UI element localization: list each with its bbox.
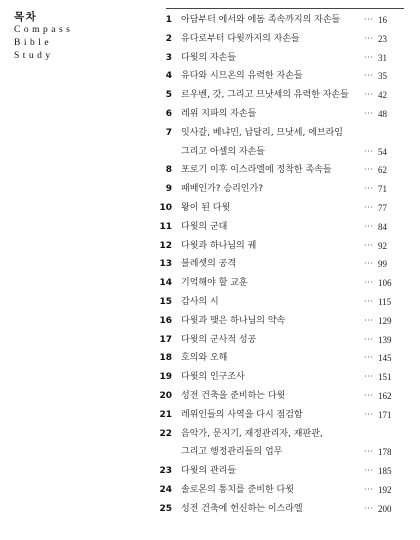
page-number: 92 bbox=[378, 240, 387, 251]
toc-entry bbox=[0, 162, 420, 178]
leader-dots: ··· bbox=[364, 259, 374, 269]
leader-dots: ··· bbox=[364, 15, 374, 24]
top-rule bbox=[166, 8, 404, 9]
leader-dots: ··· bbox=[364, 503, 374, 513]
toc-entry bbox=[0, 238, 420, 254]
chapter-number: 23 bbox=[159, 466, 172, 477]
chapter-title: 다윗의 인구조사 bbox=[181, 372, 245, 383]
toc-entry bbox=[0, 369, 420, 385]
chapter-title: 유다와 시므온의 유력한 자손들 bbox=[181, 71, 303, 82]
page-number: 171 bbox=[378, 409, 392, 420]
toc-entry bbox=[0, 332, 420, 348]
toc-entry bbox=[0, 200, 420, 216]
leader-dots: ··· bbox=[364, 71, 374, 81]
chapter-number: 16 bbox=[159, 315, 172, 326]
toc-entry bbox=[0, 350, 420, 366]
chapter-title: 솔로몬의 통치를 준비한 다윗 bbox=[181, 485, 294, 495]
page-number: 77 bbox=[378, 203, 387, 213]
leader-dots: ··· bbox=[364, 146, 374, 156]
chapter-title: 패배인가? 승리인가? bbox=[181, 184, 263, 195]
toc-entry bbox=[0, 482, 420, 498]
page-number: 115 bbox=[378, 297, 392, 307]
toc-entry bbox=[0, 50, 420, 66]
toc-entry bbox=[0, 219, 420, 235]
page-number: 185 bbox=[378, 466, 392, 477]
chapter-title: 기억해야 할 교훈 bbox=[181, 278, 248, 289]
toc-entry-continued bbox=[0, 144, 420, 160]
chapter-number: 2 bbox=[165, 33, 172, 44]
leader-dots: ··· bbox=[364, 334, 374, 344]
chapter-number: 6 bbox=[165, 109, 172, 119]
page-number: 35 bbox=[378, 71, 387, 82]
toc-entry bbox=[0, 294, 420, 310]
toc-entry bbox=[0, 388, 420, 404]
leader-dots: ··· bbox=[364, 203, 374, 212]
page-number: 139 bbox=[378, 334, 392, 345]
toc-entry bbox=[0, 31, 420, 47]
chapter-title: 다윗과 하나님의 궤 bbox=[181, 240, 257, 251]
leader-dots: ··· bbox=[364, 297, 374, 306]
toc-entry bbox=[0, 426, 420, 442]
page-number: 129 bbox=[378, 315, 392, 326]
chapter-title: 다윗의 군사적 성공 bbox=[181, 334, 257, 345]
toc-entry bbox=[0, 12, 420, 28]
chapter-number: 12 bbox=[159, 240, 172, 251]
leader-dots: ··· bbox=[364, 52, 374, 62]
toc-entry-continued bbox=[0, 444, 420, 460]
toc-entry bbox=[0, 87, 420, 103]
page-number: 16 bbox=[378, 15, 387, 25]
toc-entry bbox=[0, 407, 420, 423]
chapter-number: 10 bbox=[159, 203, 172, 213]
page-number: 99 bbox=[378, 259, 387, 270]
page-number: 31 bbox=[378, 52, 387, 63]
chapter-title: 왕이 된 다윗 bbox=[181, 203, 231, 213]
page-number: 84 bbox=[378, 221, 387, 232]
page-number: 54 bbox=[378, 146, 387, 157]
series-word: Compass bbox=[14, 25, 74, 35]
page-number: 192 bbox=[378, 485, 392, 495]
chapter-title: 호의와 오해 bbox=[181, 353, 228, 364]
leader-dots: ··· bbox=[364, 33, 374, 43]
leader-dots: ··· bbox=[364, 485, 374, 494]
toc-entry bbox=[0, 125, 420, 141]
leader-dots: ··· bbox=[364, 221, 374, 231]
chapter-title: 아담부터 에서와 에돔 족속까지의 자손들 bbox=[181, 15, 341, 25]
chapter-title: 레위 지파의 자손들 bbox=[181, 109, 257, 119]
leader-dots: ··· bbox=[364, 391, 374, 400]
chapter-title: 르우벤, 갓, 그리고 므낫세의 유력한 자손들 bbox=[181, 90, 349, 101]
leader-dots: ··· bbox=[364, 447, 374, 457]
leader-dots: ··· bbox=[364, 240, 374, 250]
toc-entry bbox=[0, 313, 420, 329]
page-number: 71 bbox=[378, 184, 387, 195]
leader-dots: ··· bbox=[364, 109, 374, 118]
chapter-number: 4 bbox=[165, 71, 172, 82]
page-number: 48 bbox=[378, 109, 387, 119]
page-number: 62 bbox=[378, 165, 387, 176]
page-number: 162 bbox=[378, 391, 392, 401]
leader-dots: ··· bbox=[364, 90, 374, 100]
toc-entry bbox=[0, 256, 420, 272]
chapter-number: 14 bbox=[159, 278, 172, 289]
chapter-number: 25 bbox=[159, 503, 172, 514]
toc-entry bbox=[0, 181, 420, 197]
series-word: Bible bbox=[14, 38, 53, 49]
chapter-title: 다윗의 군대 bbox=[181, 221, 228, 232]
chapter-number: 7 bbox=[165, 127, 172, 138]
leader-dots: ··· bbox=[364, 165, 374, 175]
chapter-title: 다윗의 관리들 bbox=[181, 466, 237, 477]
chapter-title: 블레셋의 공격 bbox=[181, 259, 237, 270]
leader-dots: ··· bbox=[364, 278, 374, 288]
chapter-number: 8 bbox=[165, 165, 172, 176]
toc-entry bbox=[0, 501, 420, 517]
chapter-title: 성전 건축에 헌신하는 이스라엘 bbox=[181, 503, 303, 514]
chapter-title: 다윗의 자손들 bbox=[181, 52, 237, 63]
chapter-number: 9 bbox=[165, 184, 172, 195]
chapter-number: 19 bbox=[159, 372, 172, 383]
page-title: 목차 bbox=[14, 11, 38, 23]
chapter-number: 13 bbox=[159, 259, 172, 270]
toc-entry bbox=[0, 106, 420, 122]
leader-dots: ··· bbox=[364, 372, 374, 382]
chapter-title: 유다로부터 다윗까지의 자손들 bbox=[181, 33, 300, 44]
toc-entry bbox=[0, 68, 420, 84]
page-number: 42 bbox=[378, 90, 387, 101]
leader-dots: ··· bbox=[364, 315, 374, 325]
page-number: 200 bbox=[378, 503, 392, 514]
chapter-number: 20 bbox=[159, 391, 172, 401]
chapter-title: 잇사갈, 베냐민, 납달리, 므낫세, 에브라임 bbox=[181, 127, 343, 138]
chapter-title: 다윗과 맺은 하나님의 약속 bbox=[181, 315, 286, 326]
page-number: 145 bbox=[378, 353, 392, 364]
chapter-title: 레위인들의 사역을 다시 점검함 bbox=[181, 409, 303, 420]
leader-dots: ··· bbox=[364, 466, 374, 476]
chapter-number: 3 bbox=[165, 52, 172, 63]
chapter-number: 17 bbox=[159, 334, 172, 345]
chapter-number: 11 bbox=[159, 221, 172, 232]
page-number: 106 bbox=[378, 278, 392, 289]
leader-dots: ··· bbox=[364, 409, 374, 419]
chapter-title: 성전 건축을 준비하는 다윗 bbox=[181, 391, 286, 401]
chapter-number: 1 bbox=[165, 15, 172, 25]
chapter-number: 22 bbox=[159, 428, 172, 439]
chapter-title: 음악가, 문지기, 재정관리자, 재판관, bbox=[181, 428, 323, 439]
chapter-number: 24 bbox=[159, 485, 172, 495]
leader-dots: ··· bbox=[364, 353, 374, 363]
chapter-number: 18 bbox=[159, 353, 172, 364]
toc-entry bbox=[0, 275, 420, 291]
chapter-title-continued: 그리고 아셀의 자손들 bbox=[181, 146, 265, 157]
chapter-title: 포로기 이후 이스라엘에 정착한 족속들 bbox=[181, 165, 332, 176]
leader-dots: ··· bbox=[364, 184, 374, 194]
chapter-number: 5 bbox=[165, 90, 172, 101]
chapter-number: 15 bbox=[159, 297, 172, 307]
series-word: Study bbox=[14, 51, 54, 62]
page-number: 23 bbox=[378, 33, 387, 44]
page-number: 178 bbox=[378, 447, 392, 458]
chapter-number: 21 bbox=[159, 409, 172, 420]
chapter-title: 감사의 시 bbox=[181, 297, 219, 307]
chapter-title-continued: 그리고 행정관리들의 업무 bbox=[181, 447, 283, 458]
toc-entry bbox=[0, 463, 420, 479]
page-number: 151 bbox=[378, 372, 392, 383]
